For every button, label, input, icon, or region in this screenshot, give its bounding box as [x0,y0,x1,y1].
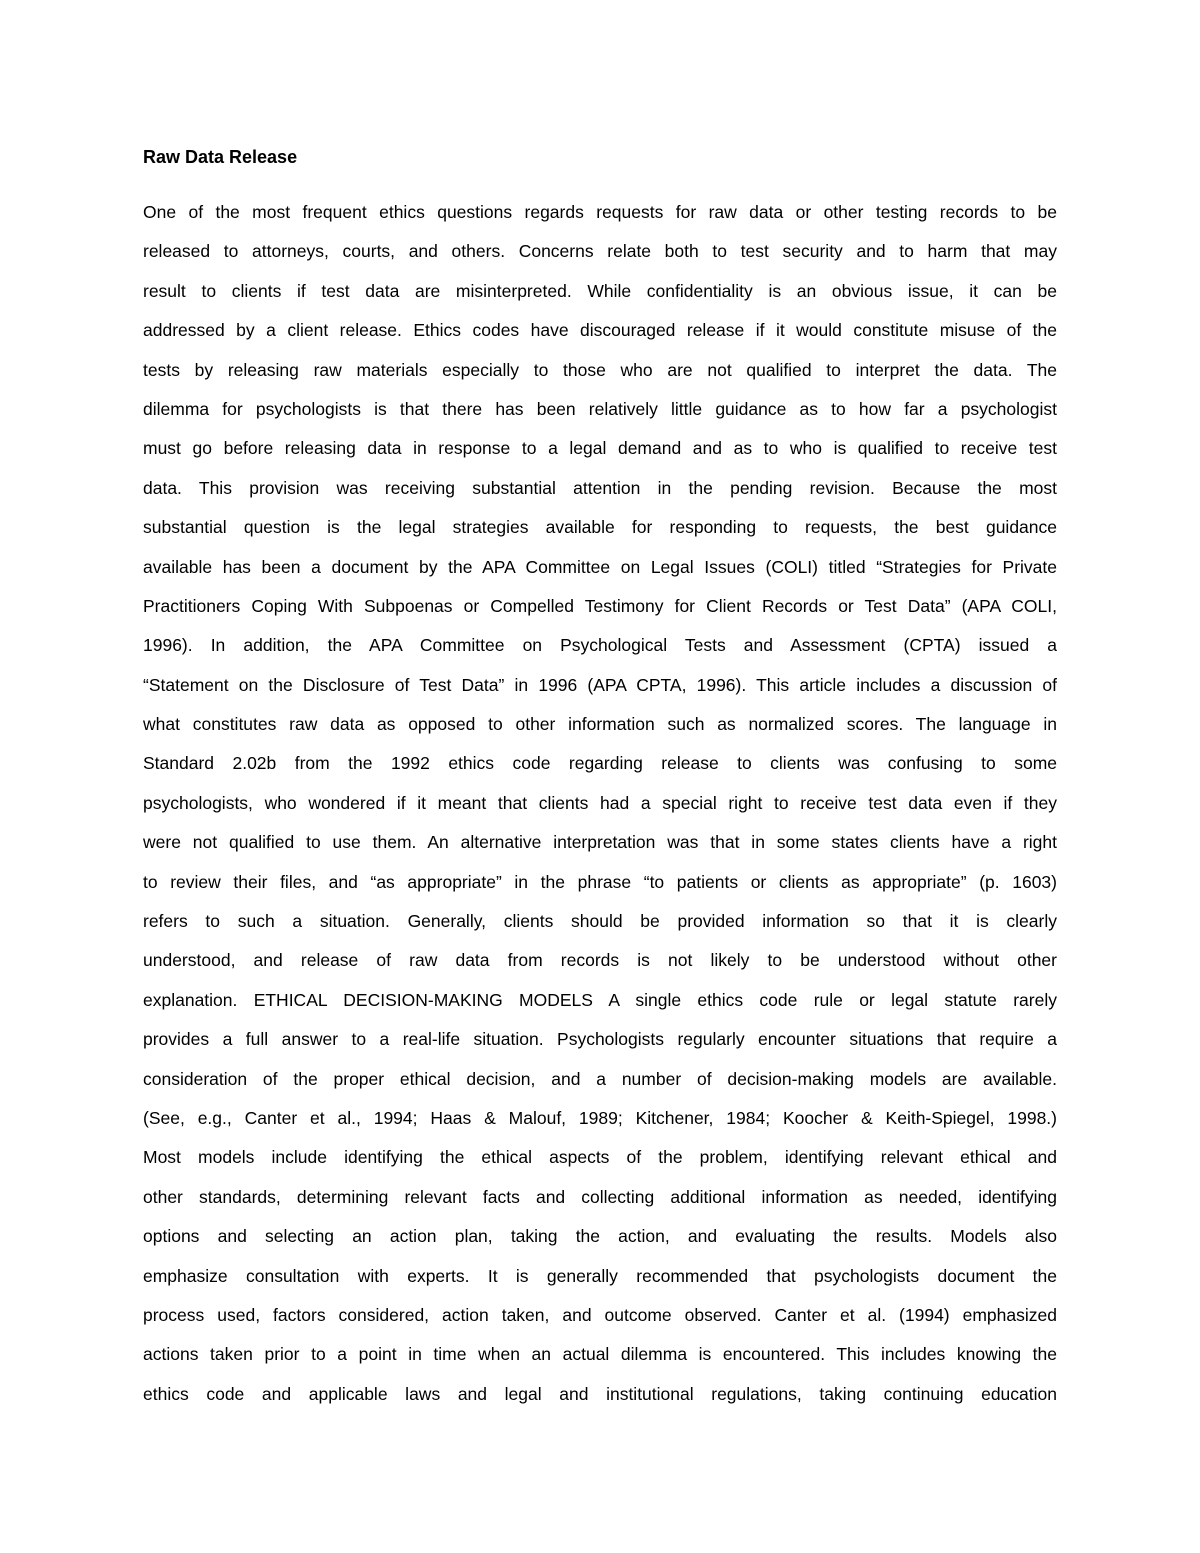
body-line: provides a full answer to a real-life situation. Psychologists regularly encounter situations that require a [143,1029,1057,1050]
body-line: released to attorneys, courts, and others. Concerns relate both to test security and to harm that may [143,241,1057,262]
body-line: were not qualified to use them. An alternative interpretation was that in some states clients have a right [143,832,1057,853]
document-title: Raw Data Release [143,147,298,167]
body-line: to review their files, and “as appropriate” in the phrase “to patients or clients as appropriate” (p. 1603) [143,871,1057,892]
body-line: understood, and release of raw data from records is not likely to be understood without other [143,950,1057,971]
body-line: consideration of the proper ethical decision, and a number of decision-making models are available. [143,1068,1057,1089]
body-line: tests by releasing raw materials especially to those who are not qualified to interpret the data. The [143,359,1057,380]
body-line: Most models include identifying the ethical aspects of the problem, identifying relevant ethical and [143,1147,1057,1168]
body-line: 1996). In addition, the APA Committee on Psychological Tests and Assessment (CPTA) issued a [143,635,1057,656]
body-line: psychologists, who wondered if it meant that clients had a special right to receive test data even if they [143,792,1057,813]
body-line: One of the most frequent ethics questions regards requests for raw data or other testing records to be [143,202,1057,222]
body-line: must go before releasing data in response to a legal demand and as to who is qualified to receive test [143,438,1057,459]
body-line: refers to such a situation. Generally, clients should be provided information so that it is clearly [143,911,1057,932]
body-line: emphasize consultation with experts. It is generally recommended that psychologists document the [143,1265,1057,1286]
body-line: process used, factors considered, action taken, and outcome observed. Canter et al. (1994) emphasized [143,1304,1057,1325]
body-line: ethics code and applicable laws and legal and institutional regulations, taking continuing education [143,1383,1057,1404]
document-body [143,193,1057,1414]
body-line: options and selecting an action plan, taking the action, and evaluating the results. Models also [143,1226,1057,1247]
body-line: explanation. ETHICAL DECISION-MAKING MODELS A single ethics code rule or legal statute rarely [143,989,1057,1010]
body-line: what constitutes raw data as opposed to other information such as normalized scores. The language in [143,714,1057,735]
body-line: “Statement on the Disclosure of Test Data” in 1996 (APA CPTA, 1996). This article includes a discussion of [143,674,1057,695]
body-line: actions taken prior to a point in time when an actual dilemma is encountered. This includes knowing the [143,1344,1057,1365]
body-line: addressed by a client release. Ethics codes have discouraged release if it would constitute misuse of the [143,320,1057,341]
body-line: dilemma for psychologists is that there has been relatively little guidance as to how far a psychologist [143,398,1057,419]
body-line: Practitioners Coping With Subpoenas or Compelled Testimony for Client Records or Test Data” (APA COLI, [143,595,1057,616]
body-line: data. This provision was receiving substantial attention in the pending revision. Because the most [143,477,1057,498]
body-line: (See, e.g., Canter et al., 1994; Haas & Malouf, 1989; Kitchener, 1984; Koocher & Keith-Spiegel, 1998.) [143,1107,1057,1128]
body-line: other standards, determining relevant facts and collecting additional information as needed, identifying [143,1186,1057,1207]
body-line: substantial question is the legal strategies available for responding to requests, the best guidance [143,517,1057,538]
body-line: Standard 2.02b from the 1992 ethics code regarding release to clients was confusing to some [143,753,1057,774]
body-line: result to clients if test data are misinterpreted. While confidentiality is an obvious issue, it can be [143,280,1057,301]
body-line: available has been a document by the APA Committee on Legal Issues (COLI) titled “Strategies for Private [143,556,1057,577]
